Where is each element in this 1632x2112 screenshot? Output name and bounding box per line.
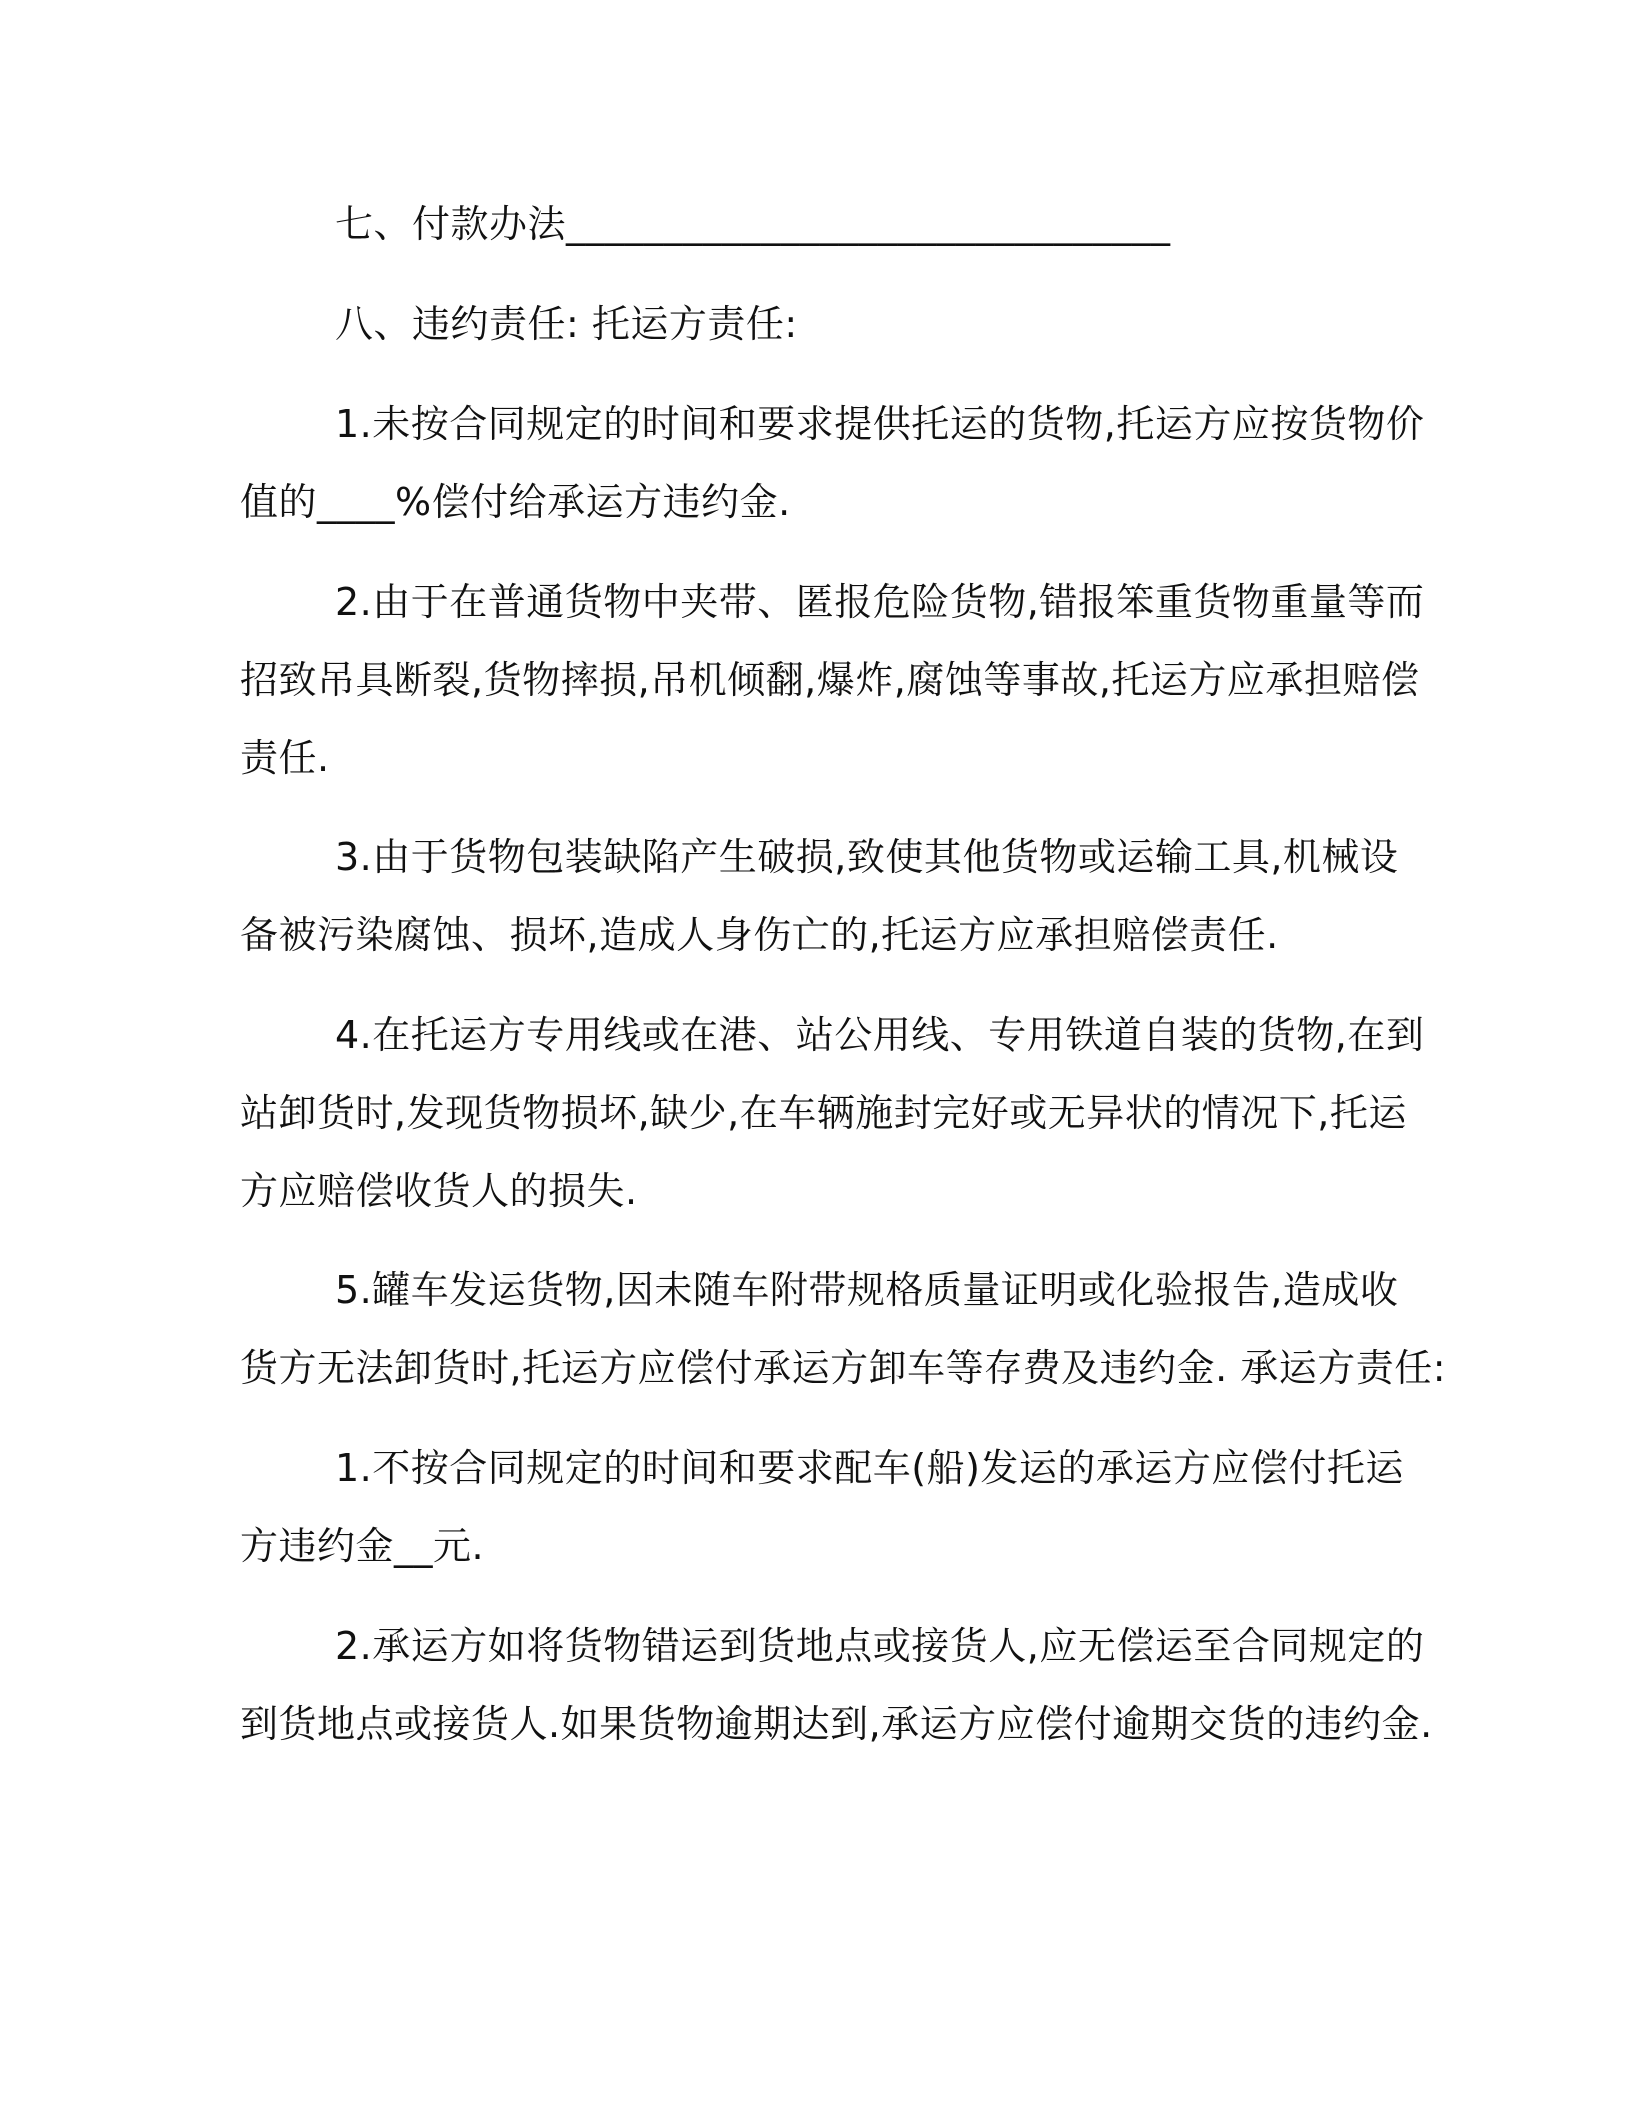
text-line: 2.由于在普通货物中夹带、匿报危险货物,错报笨重货物重量等而 [335,580,1425,624]
text-line: 1.未按合同规定的时间和要求提供托运的货物,托运方应按货物价 [335,402,1425,446]
shipper-clause-4 [240,996,1425,1230]
section-7-payment-method [240,185,1400,263]
text-line: 2.承运方如将货物错运到货地点或接货人,应无偿运至合同规定的 [335,1624,1425,1668]
text-line: 责任. [240,736,330,780]
section-heading: 七、付款办法_______________________________ [335,202,1171,246]
text-line: 到货地点或接货人.如果货物逾期达到,承运方应偿付逾期交货的违约金. [240,1702,1433,1746]
carrier-clause-1 [240,1429,1404,1585]
text-line: 备被污染腐蚀、损坏,造成人身伤亡的,托运方应承担赔偿责任. [240,913,1279,957]
text-line: 1.不按合同规定的时间和要求配车(船)发运的承运方应偿付托运 [335,1446,1404,1490]
shipper-clause-2 [240,563,1425,797]
text-line: 站卸货时,发现货物损坏,缺少,在车辆施封完好或无异状的情况下,托运 [240,1091,1407,1135]
text-line: 3.由于货物包装缺陷产生破损,致使其他货物或运输工具,机械设 [335,835,1399,879]
text-line: 5.罐车发运货物,因未随车附带规格质量证明或化验报告,造成收 [335,1268,1399,1312]
shipper-clause-3 [240,818,1400,974]
shipper-clause-1 [240,385,1425,541]
text-line: 值的____%偿付给承运方违约金. [240,480,791,524]
shipper-clause-5 [240,1251,1447,1407]
text-line: 方应赔偿收货人的损失. [240,1169,638,1213]
section-8-heading [240,285,1400,363]
text-line: 货方无法卸货时,托运方应偿付承运方卸车等存费及违约金. 承运方责任: [240,1346,1447,1390]
text-line: 方违约金__元. [240,1524,485,1568]
section-heading: 八、违约责任: 托运方责任: [335,302,798,346]
text-line: 4.在托运方专用线或在港、站公用线、专用铁道自装的货物,在到 [335,1013,1425,1057]
text-line: 招致吊具断裂,货物摔损,吊机倾翻,爆炸,腐蚀等事故,托运方应承担赔偿 [240,658,1420,702]
carrier-clause-2 [240,1607,1433,1763]
